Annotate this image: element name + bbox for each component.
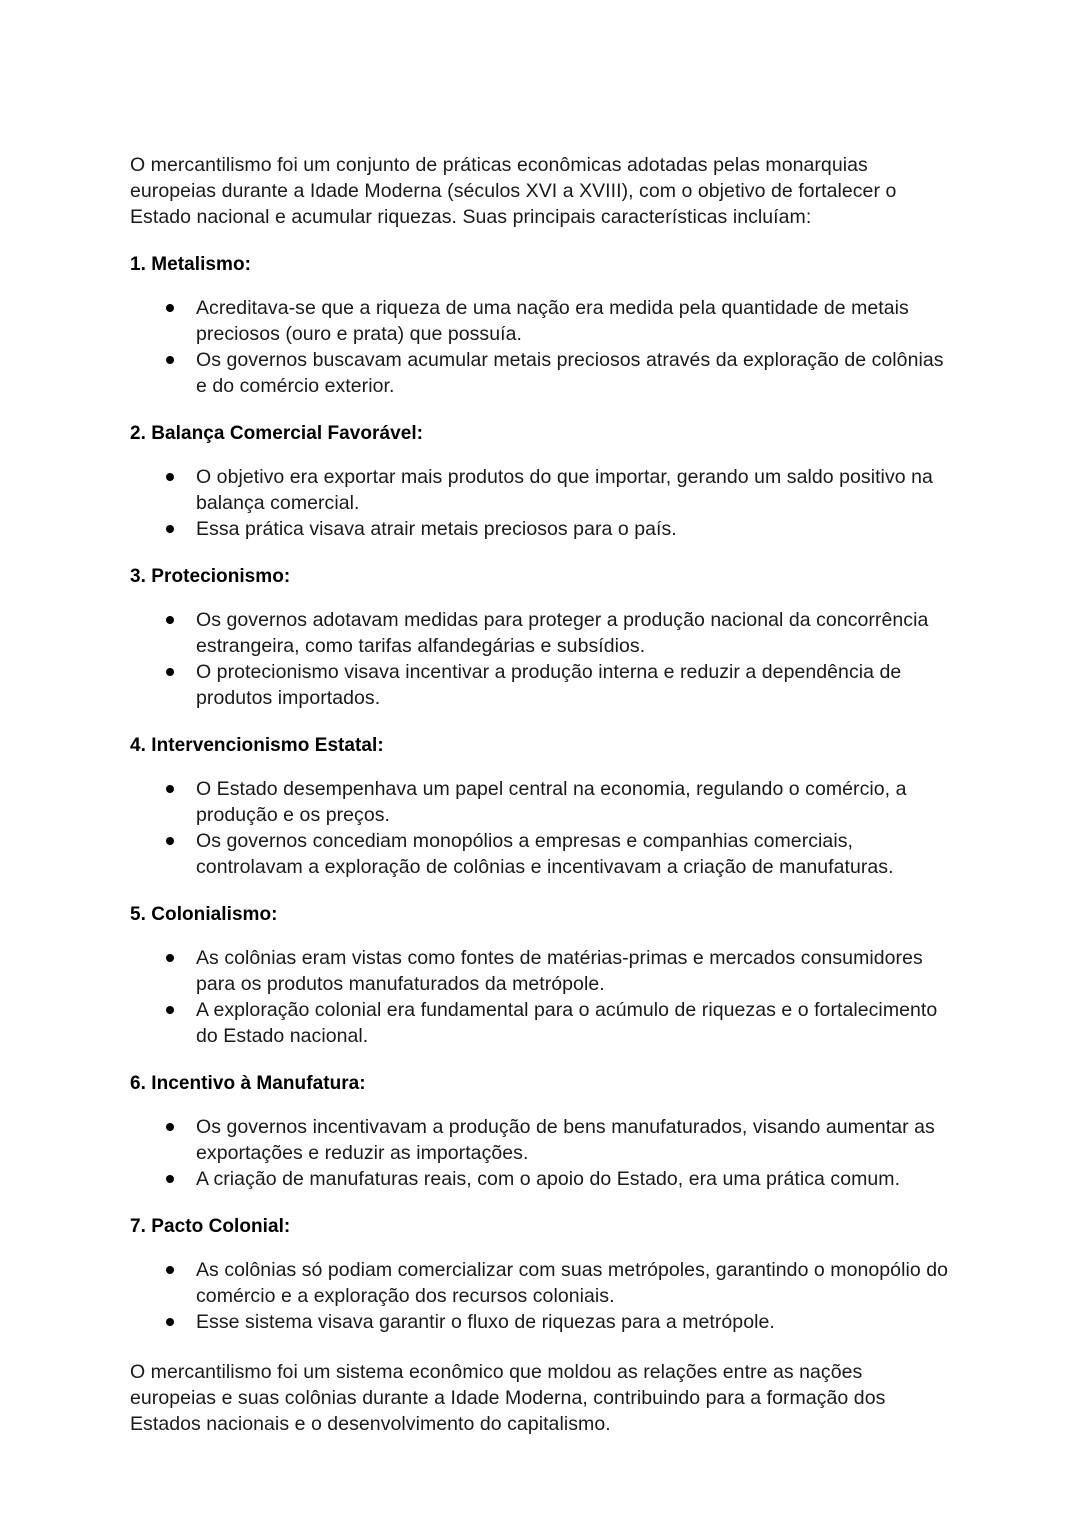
list-item [130,1257,948,1309]
list-item [130,1309,948,1335]
section-heading: 4. Intervencionismo Estatal: [130,735,384,756]
list-item [130,1166,948,1192]
bullet-disc-icon [166,785,174,793]
section-heading: 3. Protecionismo: [130,566,291,587]
list-item [130,1114,948,1166]
bullet-disc-icon [166,668,174,676]
section-heading: 5. Colonialismo: [130,904,278,925]
bullet-disc-icon [166,954,174,962]
list-item [130,945,948,997]
list-item [130,997,948,1049]
section-bullet-list [130,590,950,711]
bullet-disc-icon [166,1006,174,1014]
section-heading: 2. Balança Comercial Favorável: [130,423,424,444]
list-item [130,464,948,516]
bullet-disc-icon [166,837,174,845]
bullet-disc-icon [166,525,174,533]
list-item-text: A criação de manufaturas reais, com o apoio do Estado, era uma prática comum. [196,1168,901,1190]
document-body [130,152,950,1437]
list-item [130,516,948,542]
list-item-text: Essa prática visava atrair metais preciosos para o país. [196,518,677,540]
list-item-text: Os governos concediam monopólios a empresas e companhias comerciais, controlavam a exploração de colônias e incentivavam a criação de manufaturas. [196,830,894,878]
list-item-text: Os governos adotavam medidas para proteger a produção nacional da concorrência estrangeira, como tarifas alfandegárias e subsídios. [196,609,929,657]
closing-paragraph: O mercantilismo foi um sistema econômico que moldou as relações entre as nações europeias e suas colônias durante a Idade Moderna, contribuindo para a formação dos Estados nacionais e o desenvolvimento do capitalismo. [130,1361,886,1435]
section-bullet-list [130,1097,950,1192]
bullet-disc-icon [166,1318,174,1326]
list-item-text: O objetivo era exportar mais produtos do que importar, gerando um saldo positivo na balança comercial. [196,466,933,514]
bullet-disc-icon [166,1266,174,1274]
list-item-text: Esse sistema visava garantir o fluxo de riquezas para a metrópole. [196,1311,775,1333]
list-item-text: Os governos incentivavam a produção de bens manufaturados, visando aumentar as exportações e reduzir as importações. [196,1116,935,1164]
list-item [130,659,948,711]
bullet-disc-icon [166,616,174,624]
bullet-disc-icon [166,304,174,312]
list-item-text: As colônias eram vistas como fontes de matérias-primas e mercados consumidores para os produtos manufaturados da metrópole. [196,947,923,995]
section-bullet-list [130,759,950,880]
bullet-disc-icon [166,473,174,481]
bullet-disc-icon [166,356,174,364]
bullet-disc-icon [166,1175,174,1183]
list-item-text: O Estado desempenhava um papel central na economia, regulando o comércio, a produção e os preços. [196,778,907,826]
list-item-text: Acreditava-se que a riqueza de uma nação era medida pela quantidade de metais preciosos (ouro e prata) que possuía. [196,297,909,345]
list-item-text: O protecionismo visava incentivar a produção interna e reduzir a dependência de produtos importados. [196,661,902,709]
section-bullet-list [130,928,950,1049]
list-item [130,828,948,880]
list-item-text: Os governos buscavam acumular metais preciosos através da exploração de colônias e do comércio exterior. [196,349,944,397]
section-bullet-list [130,278,950,399]
section-heading: 7. Pacto Colonial: [130,1216,291,1237]
section-bullet-list [130,447,950,542]
list-item-text: As colônias só podiam comercializar com suas metrópoles, garantindo o monopólio do comércio e a exploração dos recursos coloniais. [196,1259,948,1307]
intro-paragraph: O mercantilismo foi um conjunto de práticas econômicas adotadas pelas monarquias europeias durante a Idade Moderna (séculos XVI a XVIII), com o objetivo de fortalecer o Estado nacional e acumular riquezas. Suas principais características incluíam: [130,154,897,228]
list-item [130,347,948,399]
list-item [130,776,948,828]
section-heading: 1. Metalismo: [130,254,252,275]
list-item [130,607,948,659]
list-item-text: A exploração colonial era fundamental para o acúmulo de riquezas e o fortalecimento do Estado nacional. [196,999,938,1047]
list-item [130,295,948,347]
section-heading: 6. Incentivo à Manufatura: [130,1073,366,1094]
section-bullet-list [130,1240,950,1335]
bullet-disc-icon [166,1123,174,1131]
sections-container [130,230,950,1335]
